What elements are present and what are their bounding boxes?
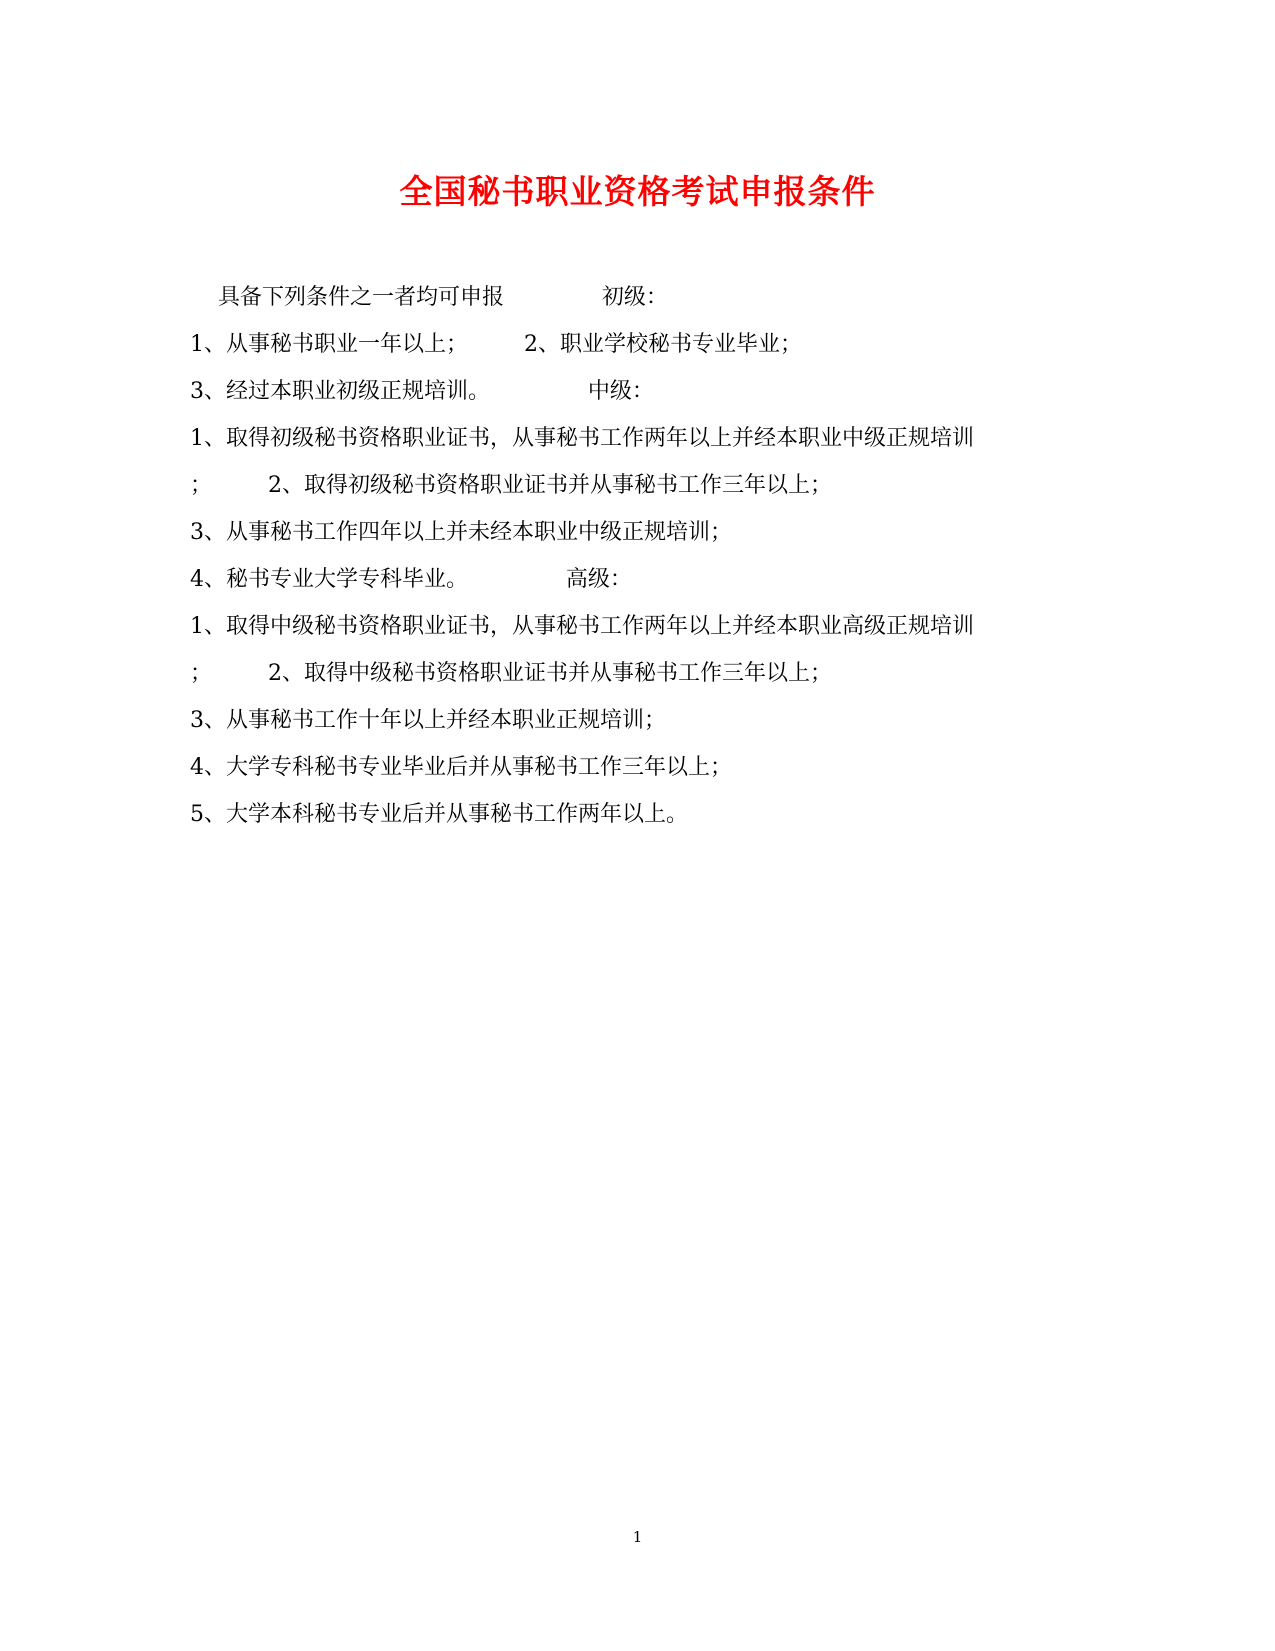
text-line: 具备下列条件之一者均可申报 初级： bbox=[190, 285, 668, 310]
document-title: 全国秘书职业资格考试申报条件 bbox=[399, 172, 876, 211]
page-number: 1 bbox=[632, 1528, 643, 1546]
text-line: ； 2、取得初级秘书资格职业证书并从事秘书工作三年以上； bbox=[190, 473, 832, 498]
text-line: 1、取得中级秘书资格职业证书，从事秘书工作两年以上并经本职业高级正规培训 bbox=[190, 614, 974, 639]
text-line: 5、大学本科秘书专业后并从事秘书工作两年以上。 bbox=[190, 802, 688, 827]
text-line: 1、从事秘书职业一年以上； 2、职业学校秘书专业毕业； bbox=[190, 332, 802, 357]
text-line: 3、从事秘书工作十年以上并经本职业正规培训； bbox=[190, 708, 666, 733]
text-line: 3、从事秘书工作四年以上并未经本职业中级正规培训； bbox=[190, 520, 732, 545]
text-line: 4、大学专科秘书专业毕业后并从事秘书工作三年以上； bbox=[190, 755, 732, 780]
text-line: 1、取得初级秘书资格职业证书，从事秘书工作两年以上并经本职业中级正规培训 bbox=[190, 426, 974, 451]
text-line: 4、秘书专业大学专科毕业。 高级： bbox=[190, 567, 632, 592]
text-line: ； 2、取得中级秘书资格职业证书并从事秘书工作三年以上； bbox=[190, 661, 832, 686]
text-line: 3、经过本职业初级正规培训。 中级： bbox=[190, 379, 654, 404]
